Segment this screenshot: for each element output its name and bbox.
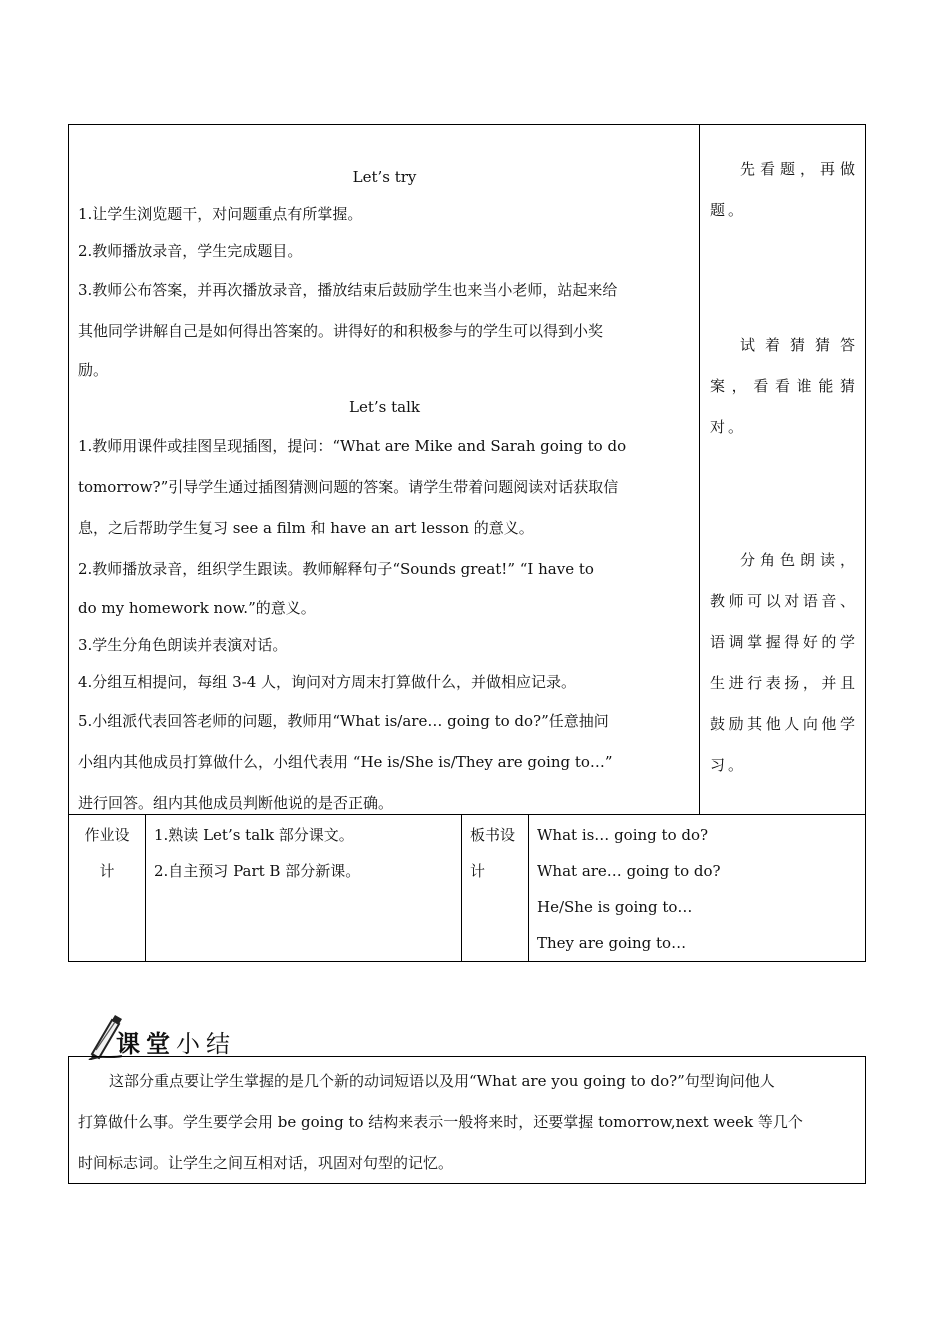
- note-role-reading: 分角色朗读，教师可以对语音、语调掌握得好的学生进行表扬，并且鼓励其他人向他学习。: [710, 551, 858, 774]
- board-item-3: He/She is going to…: [537, 898, 693, 916]
- homework-content-cell: [146, 815, 462, 961]
- lets-talk-line-7: 4.分组互相提问，每组 3-4 人，询问对方周末打算做什么，并做相应记录。: [78, 673, 577, 691]
- lets-talk-line-9: 小组内其他成员打算做什么，小组代表用 “He is/She is/They are going to…”: [78, 753, 613, 771]
- summary-heading-bold: 课堂: [116, 1030, 176, 1058]
- procedure-cell: [69, 125, 700, 815]
- homework-label-cell: [69, 815, 146, 961]
- board-label-line-1: 板书设: [470, 826, 516, 844]
- board-item-2: What are… going to do?: [537, 862, 721, 880]
- summary-line-1: 这部分重点要让学生掌握的是几个新的动词短语以及用“What are you going to do?”句型询问他人: [109, 1072, 775, 1090]
- board-content-cell: [529, 815, 865, 961]
- design-row: [69, 815, 865, 961]
- lets-try-line-1: 1.让学生浏览题干，对问题重点有所掌握。: [78, 205, 363, 223]
- homework-item-2: 2.自主预习 Part B 部分新课。: [154, 862, 361, 880]
- homework-label-line-1: 作业设: [84, 826, 130, 844]
- lets-try-line-3: 3.教师公布答案，并再次播放录音，播放结束后鼓励学生也来当小老师，站起来给: [78, 281, 618, 299]
- board-item-1: What is… going to do?: [537, 826, 709, 844]
- lets-talk-line-2: tomorrow?”引导学生通过插图猜测问题的答案。请学生带着问题阅读对话获取信: [78, 478, 619, 496]
- lets-talk-line-5: do my homework now.”的意义。: [78, 599, 316, 617]
- lets-try-line-2: 2.教师播放录音，学生完成题目。: [78, 242, 303, 260]
- summary-heading-text: [116, 1024, 236, 1059]
- lets-talk-line-6: 3.学生分角色朗读并表演对话。: [78, 636, 288, 654]
- lets-talk-line-8: 5.小组派代表回答老师的问题，教师用“What is/are… going to do?”任意抽问: [78, 712, 609, 730]
- lets-try-title: Let’s try: [352, 168, 417, 186]
- note-read-first: 先看题，再做题。: [710, 160, 858, 219]
- lets-talk-line-4: 2.教师播放录音，组织学生跟读。教师解释句子“Sounds great!” “I have to: [78, 560, 594, 578]
- homework-label-line-2: 计: [99, 862, 115, 880]
- board-label-cell: [462, 815, 529, 961]
- lets-talk-line-1: 1.教师用课件或挂图呈现插图，提问：“What are Mike and Sarah going to do: [78, 437, 627, 455]
- lets-try-line-5: 励。: [78, 361, 109, 379]
- summary-line-3: 时间标志词。让学生之间互相对话，巩固对句型的记忆。: [78, 1154, 454, 1172]
- lesson-table: [68, 124, 866, 962]
- lets-talk-line-10: 进行回答。组内其他成员判断他说的是否正确。: [78, 794, 394, 812]
- notes-cell: [700, 125, 866, 815]
- summary-heading-thin: 小结: [176, 1030, 236, 1058]
- lets-try-line-4: 其他同学讲解自己是如何得出答案的。讲得好的和积极参与的学生可以得到小奖: [78, 322, 604, 340]
- homework-item-1: 1.熟读 Let’s talk 部分课文。: [154, 826, 354, 844]
- summary-box: [68, 1056, 866, 1184]
- lets-talk-title: Let’s talk: [349, 398, 420, 416]
- summary-line-2: 打算做什么事。学生要学会用 be going to 结构来表示一般将来时，还要掌握 tomorrow,next week 等几个: [78, 1113, 803, 1131]
- board-item-4: They are going to…: [537, 934, 687, 952]
- board-label-line-2: 计: [470, 862, 486, 880]
- lets-talk-line-3: 息，之后帮助学生复习 see a film 和 have an art lesson 的意义。: [78, 519, 534, 537]
- note-guess-answer: 试着猜猜答案，看看谁能猜对。: [710, 336, 858, 436]
- summary-heading: [88, 1012, 268, 1062]
